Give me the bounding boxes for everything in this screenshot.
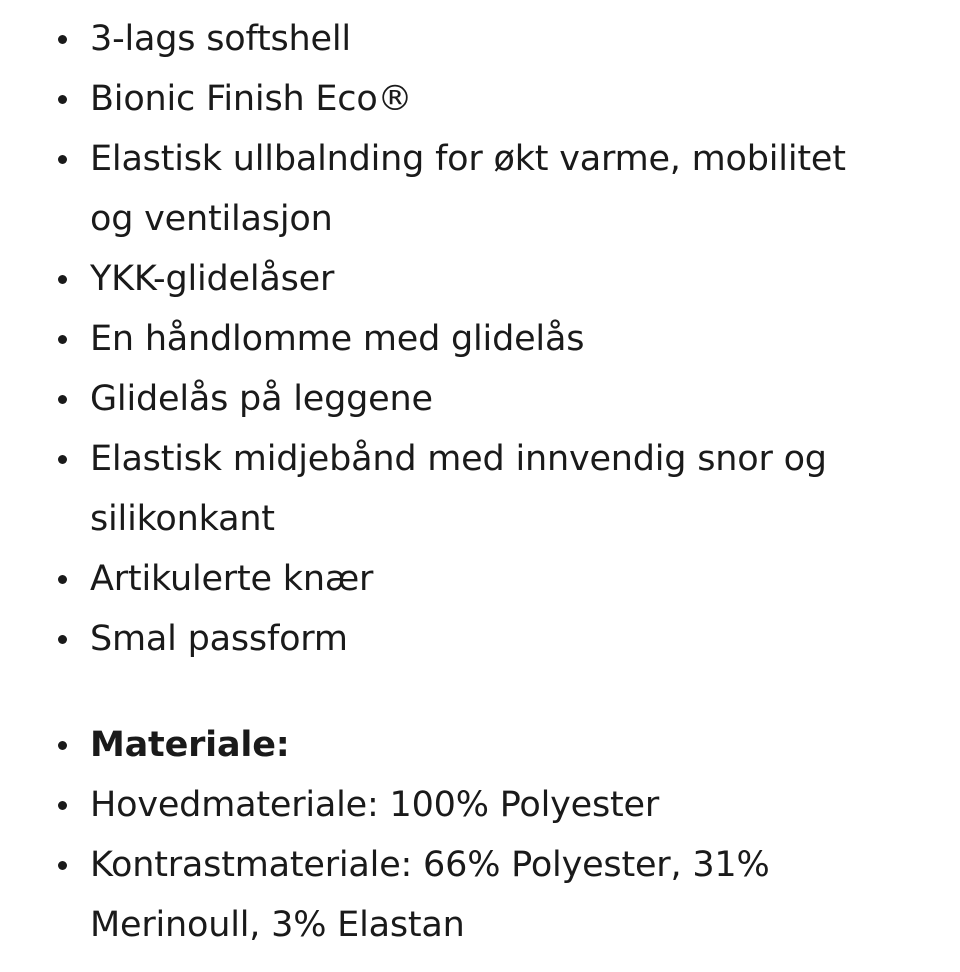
bullet-icon: [58, 35, 67, 44]
feature-text: En håndlomme med glidelås: [90, 319, 585, 359]
list-item: [0, 249, 960, 309]
bullet-icon: [58, 335, 67, 344]
list-item: [0, 775, 960, 835]
list-item: [0, 835, 960, 955]
list-item: [0, 549, 960, 609]
bullet-icon: [58, 95, 67, 104]
list-item: [0, 309, 960, 369]
feature-text: Glidelås på leggene: [90, 379, 433, 419]
list-item: [0, 609, 960, 669]
feature-text: Smal passform: [90, 619, 348, 659]
feature-text: 3-lags softshell: [90, 19, 351, 59]
materials-list: [0, 715, 960, 955]
bullet-icon: [58, 155, 67, 164]
feature-text: Artikulerte knær: [90, 559, 374, 599]
feature-text: YKK-glidelåser: [90, 259, 335, 299]
materials-heading-item: [0, 715, 960, 775]
bullet-icon: [58, 455, 67, 464]
bullet-icon: [58, 635, 67, 644]
feature-text: Elastisk ullbalnding for økt varme, mobilitet og ventilasjon: [90, 139, 846, 239]
bullet-icon: [58, 395, 67, 404]
materials-heading: Materiale:: [90, 725, 290, 765]
bullet-icon: [58, 741, 67, 750]
list-item: [0, 129, 960, 249]
bullet-icon: [58, 801, 67, 810]
material-text: Hovedmateriale: 100% Polyester: [90, 785, 660, 825]
list-item: [0, 429, 960, 549]
feature-list: [0, 9, 960, 669]
bullet-icon: [58, 275, 67, 284]
feature-text: Bionic Finish Eco®: [90, 79, 413, 119]
bullet-icon: [58, 575, 67, 584]
list-item: [0, 369, 960, 429]
list-item: [0, 69, 960, 129]
material-text: Kontrastmateriale: 66% Polyester, 31% Merinoull, 3% Elastan: [90, 845, 770, 945]
feature-text: Elastisk midjebånd med innvendig snor og silikonkant: [90, 439, 827, 539]
bullet-icon: [58, 861, 67, 870]
list-item: [0, 9, 960, 69]
